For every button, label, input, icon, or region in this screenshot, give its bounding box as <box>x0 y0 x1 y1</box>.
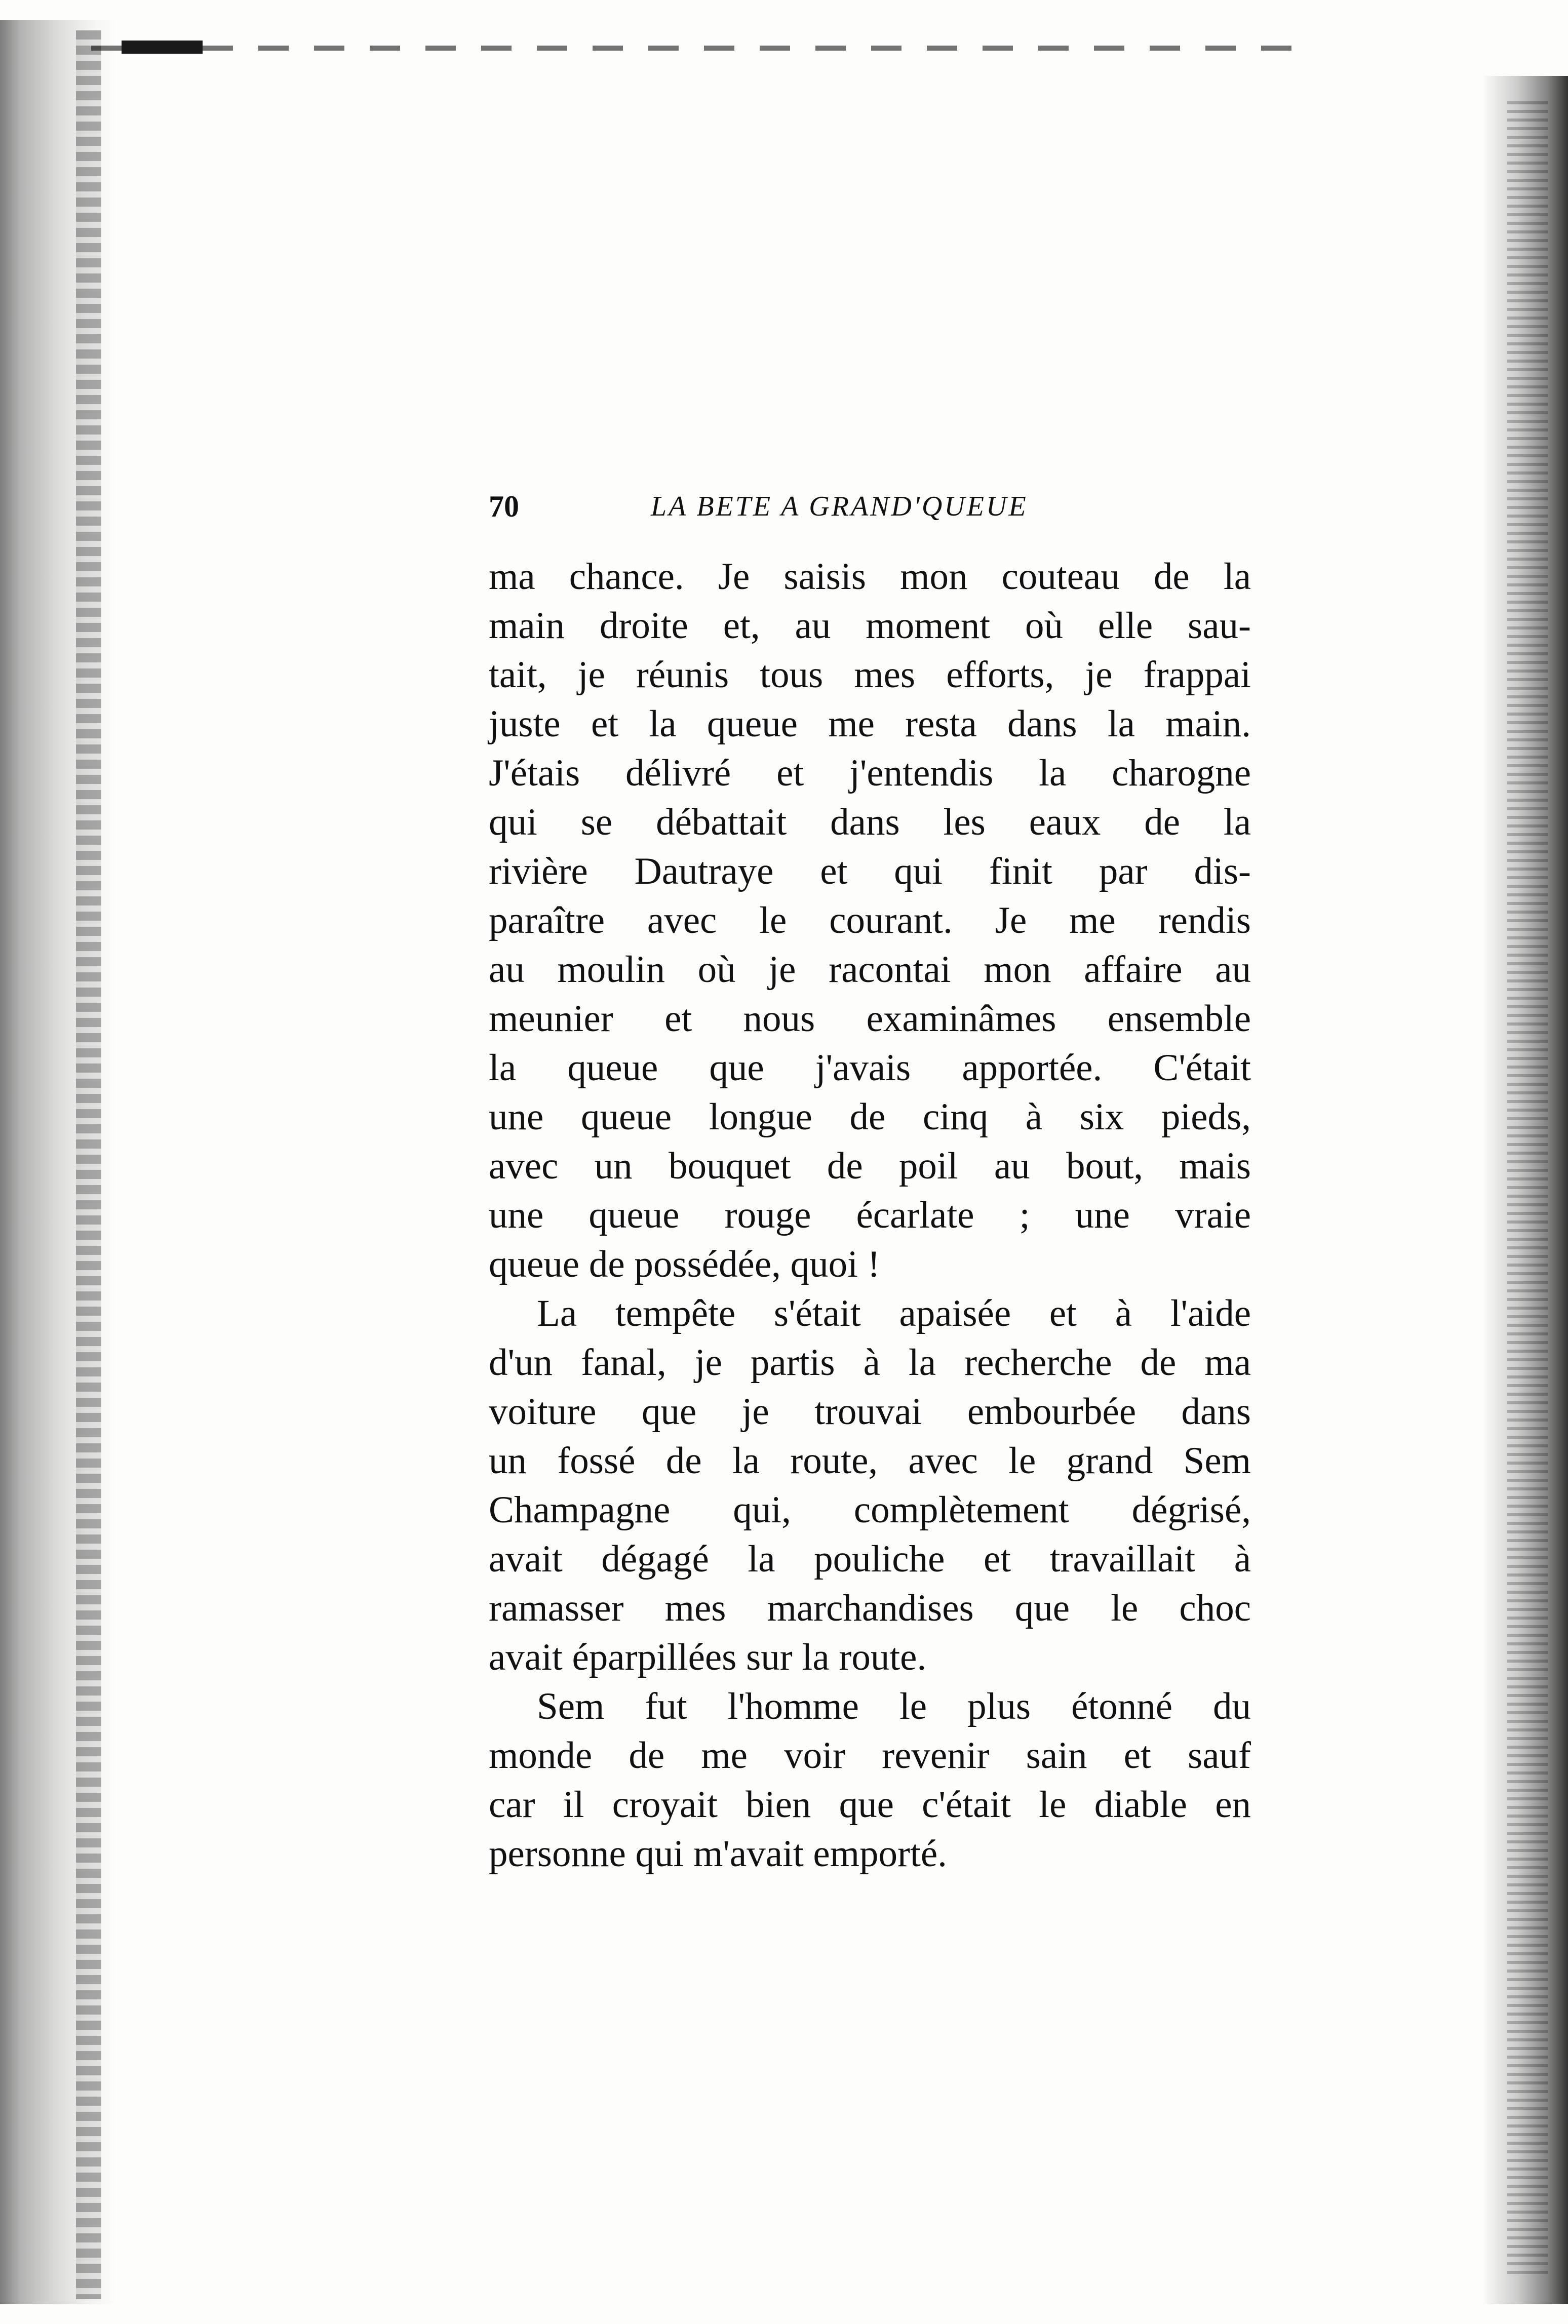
text-line: La tempête s'était apaisée et à l'aide <box>537 1292 1251 1334</box>
text-line: la queue que j'avais apportée. C'était <box>489 1047 1251 1089</box>
text-line: main droite et, au moment où elle sau- <box>489 605 1251 647</box>
text-line: paraître avec le courant. Je me rendis <box>489 899 1251 941</box>
text-line: rivière Dautraye et qui finit par dis- <box>489 850 1251 892</box>
running-header <box>489 484 1259 529</box>
text-line: qui se débattait dans les eaux de la <box>489 801 1251 843</box>
text-line: tait, je réunis tous mes efforts, je frappai <box>489 654 1251 696</box>
text-line: Sem fut l'homme le plus étonné du <box>537 1685 1251 1727</box>
text-line: un fossé de la route, avec le grand Sem <box>489 1440 1251 1482</box>
text-line: ma chance. Je saisis mon couteau de la <box>489 556 1251 598</box>
running-title: LA BETE A GRAND'QUEUE <box>651 491 1028 522</box>
text-line: car il croyait bien que c'était le diable en <box>489 1784 1251 1826</box>
text-line: au moulin où je racontai mon affaire au <box>489 949 1251 991</box>
body-text <box>489 552 1251 1878</box>
text-line: juste et la queue me resta dans la main. <box>489 703 1251 745</box>
left-binding-texture <box>76 30 101 2299</box>
text-line: d'un fanal, je partis à la recherche de ma <box>489 1342 1251 1384</box>
text-line: avec un bouquet de poil au bout, mais <box>489 1145 1251 1187</box>
text-line: voiture que je trouvai embourbée dans <box>489 1391 1251 1433</box>
text-line: meunier et nous examinâmes ensemble <box>489 998 1251 1040</box>
paragraph-1 <box>489 552 1251 1289</box>
text-line: monde de me voir revenir sain et sauf <box>489 1735 1251 1777</box>
paragraph-2 <box>489 1289 1251 1682</box>
paragraph-3 <box>489 1682 1251 1878</box>
text-line: queue de possédée, quoi ! <box>489 1243 880 1285</box>
top-edge-marks <box>91 46 1307 51</box>
right-edge-texture <box>1507 101 1548 2279</box>
text-line: J'étais délivré et j'entendis la charogne <box>489 752 1251 794</box>
text-line: avait dégagé la pouliche et travaillait à <box>489 1538 1251 1580</box>
text-line: Champagne qui, complètement dégrisé, <box>489 1489 1251 1531</box>
page-number: 70 <box>489 490 519 523</box>
text-line: une queue rouge écarlate ; une vraie <box>489 1194 1251 1236</box>
text-line: personne qui m'avait emporté. <box>489 1833 947 1875</box>
text-line: avait éparpillées sur la route. <box>489 1636 927 1678</box>
text-line: une queue longue de cinq à six pieds, <box>489 1096 1251 1138</box>
top-edge-block <box>122 41 203 54</box>
text-line: ramasser mes marchandises que le choc <box>489 1587 1251 1629</box>
